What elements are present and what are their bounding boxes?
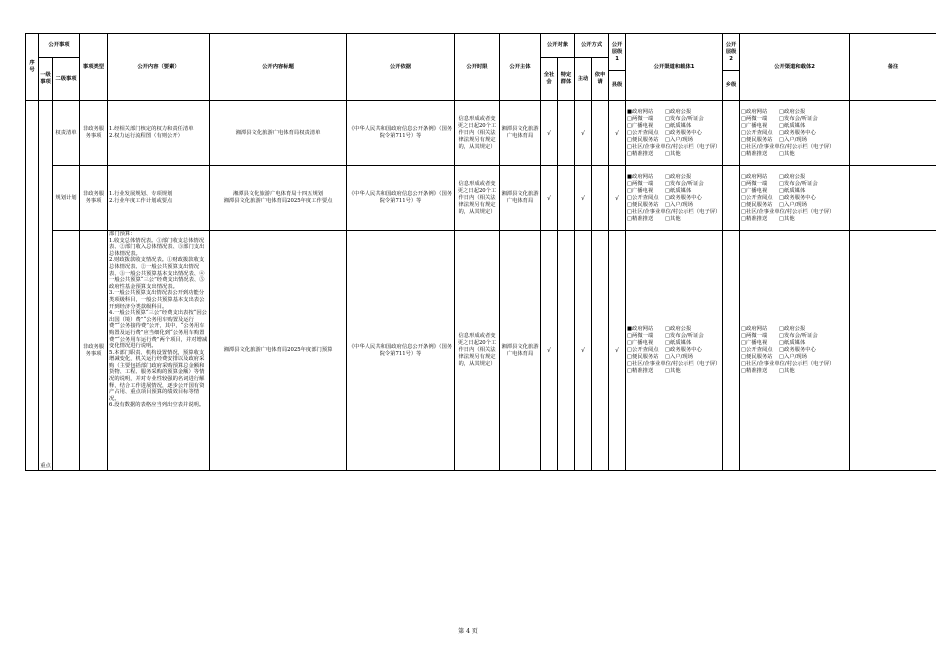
channel-option: □便民服务站	[741, 136, 773, 143]
basis-cell: 《中华人民共和国政府信息公开条例》（国务院令第711号）等	[347, 231, 455, 471]
channel-option: □两微一端	[741, 180, 768, 187]
channel-option: ■政府网站	[627, 173, 654, 180]
remark-cell	[850, 166, 936, 231]
subject-cell: 湘潭县文化旅游广电体育局	[500, 166, 541, 231]
channel-option: □公开查阅点	[627, 194, 659, 201]
period-cell: 信息形成或者变更之日起20个工作日内（相关法律法规另有规定的，从其规定）	[455, 101, 500, 166]
title-cell: 湘潭县文化旅游广电体育局2025年度部门预算	[210, 231, 347, 471]
channel-option: □其他	[779, 215, 795, 222]
channel-option: □政府网站	[741, 173, 768, 180]
channel-option: □政务服务中心	[779, 347, 816, 353]
channel-option: □广播电视	[741, 122, 768, 129]
channel-2-cell	[740, 231, 850, 471]
channel-option: □其他	[665, 215, 681, 222]
header-content: 公开内容（要素）	[108, 34, 210, 101]
channel-option: □入户/现场	[665, 354, 694, 360]
channel-option: □两微一端	[627, 333, 654, 339]
header-subject: 公开主体	[500, 34, 541, 101]
table-row	[26, 101, 936, 166]
channel-option: □便民服务站	[741, 201, 773, 208]
target-all-check: √	[541, 166, 558, 231]
channel-option: □政府公报	[779, 108, 806, 115]
channel-option: □政府公报	[779, 173, 806, 180]
target-specific-check	[558, 166, 575, 231]
channel-option: □公开查阅点	[741, 194, 773, 201]
channel-option: □纸质媒体	[665, 122, 692, 129]
channel-option: □公开查阅点	[741, 129, 773, 136]
channel-option: □纸质媒体	[665, 340, 692, 346]
type-cell: 非政务服务事项	[80, 101, 108, 166]
channel-option: □精准推送	[741, 368, 768, 374]
basis-cell: 《中华人民共和国政府信息公开条例》（国务院令第711号）等	[347, 101, 455, 166]
channel-option: □发布会/听证会	[779, 180, 818, 187]
channel-option: □发布会/听证会	[665, 115, 704, 122]
channel-option: □社区/企事业单位/村公示栏（电子屏）	[741, 143, 835, 150]
channel-1-cell	[626, 231, 723, 471]
target-specific-check	[558, 231, 575, 471]
channel-option: □政府公报	[665, 326, 692, 332]
header-level-2-town: 乡级	[723, 71, 740, 101]
remark-cell	[850, 101, 936, 166]
seq-cell	[26, 101, 39, 471]
header-type: 事项类型	[80, 34, 108, 101]
channel-option: □发布会/听证会	[665, 180, 704, 187]
type-cell: 非政务服务事项	[80, 231, 108, 471]
channel-option: □精准推送	[741, 215, 768, 222]
header-remark: 备注	[850, 34, 936, 101]
channel-option: □社区/企事业单位/村公示栏（电子屏）	[627, 208, 721, 215]
disclosure-table	[25, 33, 936, 471]
channel-option: □两微一端	[627, 115, 654, 122]
channel-option: □其他	[665, 150, 681, 157]
header-target-all: 全社会	[541, 58, 558, 101]
channel-option: □入户/现场	[779, 354, 808, 360]
level-county-check: √	[609, 166, 626, 231]
channel-option: □纸质媒体	[779, 187, 806, 194]
period-cell: 信息形成或者变更之日起20个工作日内（相关法律法规另有规定的，从其规定）	[455, 166, 500, 231]
title-cell: 湘潭县文化旅游广电体育局十四五规划 湘潭县文化旅游广电体育局2025年度工作要点	[210, 166, 347, 231]
level-county-check: √	[609, 231, 626, 471]
subject-cell: 湘潭县文化旅游广电体育局	[500, 231, 541, 471]
header-method: 公开方式	[575, 34, 609, 58]
method-active-check: √	[575, 166, 592, 231]
channel-1-cell	[626, 166, 723, 231]
header-period: 公开时限	[455, 34, 500, 101]
target-all-check: √	[541, 101, 558, 166]
header-basis: 公开依据	[347, 34, 455, 101]
channel-option: □入户/现场	[665, 201, 694, 208]
content-cell: 1.经相关部门核定的权力和责任清单 2.权力运行流程图（有则公开）	[108, 101, 210, 166]
target-specific-check	[558, 101, 575, 166]
header-channel-2: 公开渠道和载体2	[740, 34, 850, 101]
channel-option: □政务服务中心	[665, 347, 702, 353]
channel-option: □其他	[665, 368, 681, 374]
subject-cell: 湘潭县文化旅游广电体育局	[500, 101, 541, 166]
channel-2-cell	[740, 166, 850, 231]
level-county-check: √	[609, 101, 626, 166]
channel-option: □入户/现场	[779, 136, 808, 143]
channel-option: □公开查阅点	[627, 347, 659, 353]
channel-option: □精准推送	[627, 215, 654, 222]
header-level-1-county: 县级	[609, 71, 626, 101]
channel-option: □社区/企事业单位/村公示栏（电子屏）	[627, 361, 721, 367]
header-matter: 公开事项	[39, 34, 80, 58]
channel-option: □两微一端	[741, 115, 768, 122]
channel-option: □广播电视	[741, 187, 768, 194]
method-active-check: √	[575, 231, 592, 471]
header-seq: 序号	[26, 34, 39, 101]
header-title: 公开内容标题	[210, 34, 347, 101]
channel-option: □发布会/听证会	[665, 333, 704, 339]
channel-option: □其他	[779, 368, 795, 374]
header-target: 公开对象	[541, 34, 575, 58]
channel-option: □精准推送	[741, 150, 768, 157]
target-all-check: √	[541, 231, 558, 471]
channel-option: □发布会/听证会	[779, 115, 818, 122]
channel-option: □广播电视	[627, 340, 654, 346]
channel-option: □便民服务站	[741, 354, 773, 360]
header-level2: 二级事项	[53, 58, 80, 101]
channel-option: □两微一端	[741, 333, 768, 339]
channel-2-cell	[740, 101, 850, 166]
channel-option: □政府公报	[665, 173, 692, 180]
content-cell: 部门预算： 1.收支总体情况表。①部门收支总体情况表、②部门收入总体情况表、③部门支出总体情况表。 2.财政拨款收支情况表。①财政拨款收支总体情况表、②一般公共预算支出情况表、③一般公共预算基本支出情况表、④一般公共预算“三公”经费支出情况表、⑤政府性基金预算支出情况表。 3.一般公共预算支出情况表公开到功能分类项级科目，一般公共预算基本支出表公开到经济分类款级科目。 4.一般公共预算“三公”经费支出表按“因公出国（境）费”“公务用车购置及运行费”“公务接待费”公开，其中，“公务用车购置及运行费”应当细化到“公务用车购置费”“公务用车运行费”两个项目，并对增减变化情况进行说明。 5.本部门职责、机构设置情况，预算收支增减变化，机关运行经费安排以及政府采购（主要包括部门政府采购预算总金额和货物、工程、服务采购的预算金额）等情况的说明，并对专业性较强的名词进行解释，结合工作进展情况，逐步公开国有资产占用、重点项目预算的绩效目标等情况。 6.没有数据的表格应当列出空表并说明。	[108, 231, 210, 471]
channel-option: □社区/企事业单位/村公示栏（电子屏）	[741, 208, 835, 215]
level2-cell	[53, 231, 80, 471]
level-town-cell	[723, 231, 740, 471]
header-method-apply: 依申请	[592, 58, 609, 101]
header-level-2: 公开层级2	[723, 34, 740, 71]
channel-option: □公开查阅点	[741, 347, 773, 353]
channel-option: □精准推送	[627, 368, 654, 374]
header-level1: 一级事项	[39, 58, 53, 101]
header-channel-1: 公开渠道和载体1	[626, 34, 723, 101]
level2-cell: 权责清单	[53, 101, 80, 166]
content-cell: 1.行业发展规划、专项规划 2.行业年度工作计划或要点	[108, 166, 210, 231]
level2-cell: 规划计划	[53, 166, 80, 231]
channel-option: □政务服务中心	[665, 129, 702, 136]
table-row	[26, 166, 936, 231]
channel-option: ■政府网站	[627, 108, 654, 115]
channel-option: □政府公报	[779, 326, 806, 332]
method-apply-check	[592, 166, 609, 231]
header-level-1: 公开层级1	[609, 34, 626, 71]
channel-option: □政务服务中心	[779, 129, 816, 136]
channel-option: □社区/企事业单位/村公示栏（电子屏）	[627, 143, 721, 150]
channel-option: □广播电视	[627, 122, 654, 129]
channel-option: □政府网站	[741, 108, 768, 115]
channel-option: □纸质媒体	[779, 340, 806, 346]
channel-option: ■政府网站	[627, 326, 654, 332]
type-cell: 非政务服务事项	[80, 166, 108, 231]
channel-option: □发布会/听证会	[779, 333, 818, 339]
level1-cell: 重点	[39, 101, 53, 471]
method-apply-check	[592, 231, 609, 471]
table-row	[26, 231, 936, 471]
channel-option: □广播电视	[741, 340, 768, 346]
method-active-check: √	[575, 101, 592, 166]
channel-option: □其他	[779, 150, 795, 157]
level-town-cell	[723, 101, 740, 166]
channel-option: □入户/现场	[779, 201, 808, 208]
level-town-cell	[723, 166, 740, 231]
channel-option: □政务服务中心	[665, 194, 702, 201]
channel-option: □便民服务站	[627, 201, 659, 208]
page-number: 第 4 页	[458, 628, 478, 635]
channel-option: □便民服务站	[627, 136, 659, 143]
channel-option: □广播电视	[627, 187, 654, 194]
remark-cell	[850, 231, 936, 471]
method-apply-check	[592, 101, 609, 166]
channel-option: □精准推送	[627, 150, 654, 157]
basis-cell: 《中华人民共和国政府信息公开条例》（国务院令第711号）等	[347, 166, 455, 231]
header-method-active: 主动	[575, 58, 592, 101]
channel-option: □政府公报	[665, 108, 692, 115]
channel-option: □入户/现场	[665, 136, 694, 143]
header-target-specific: 特定群体	[558, 58, 575, 101]
channel-1-cell	[626, 101, 723, 166]
channel-option: □社区/企事业单位/村公示栏（电子屏）	[741, 361, 835, 367]
channel-option: □纸质媒体	[665, 187, 692, 194]
title-cell: 湘潭县文化旅游广电体育局权责清单	[210, 101, 347, 166]
channel-option: □便民服务站	[627, 354, 659, 360]
channel-option: □政府网站	[741, 326, 768, 332]
period-cell: 信息形成或者变更之日起20个工作日内（相关法律法规另有规定的，从其规定）	[455, 231, 500, 471]
channel-option: □公开查阅点	[627, 129, 659, 136]
channel-option: □政务服务中心	[779, 194, 816, 201]
channel-option: □两微一端	[627, 180, 654, 187]
channel-option: □纸质媒体	[779, 122, 806, 129]
